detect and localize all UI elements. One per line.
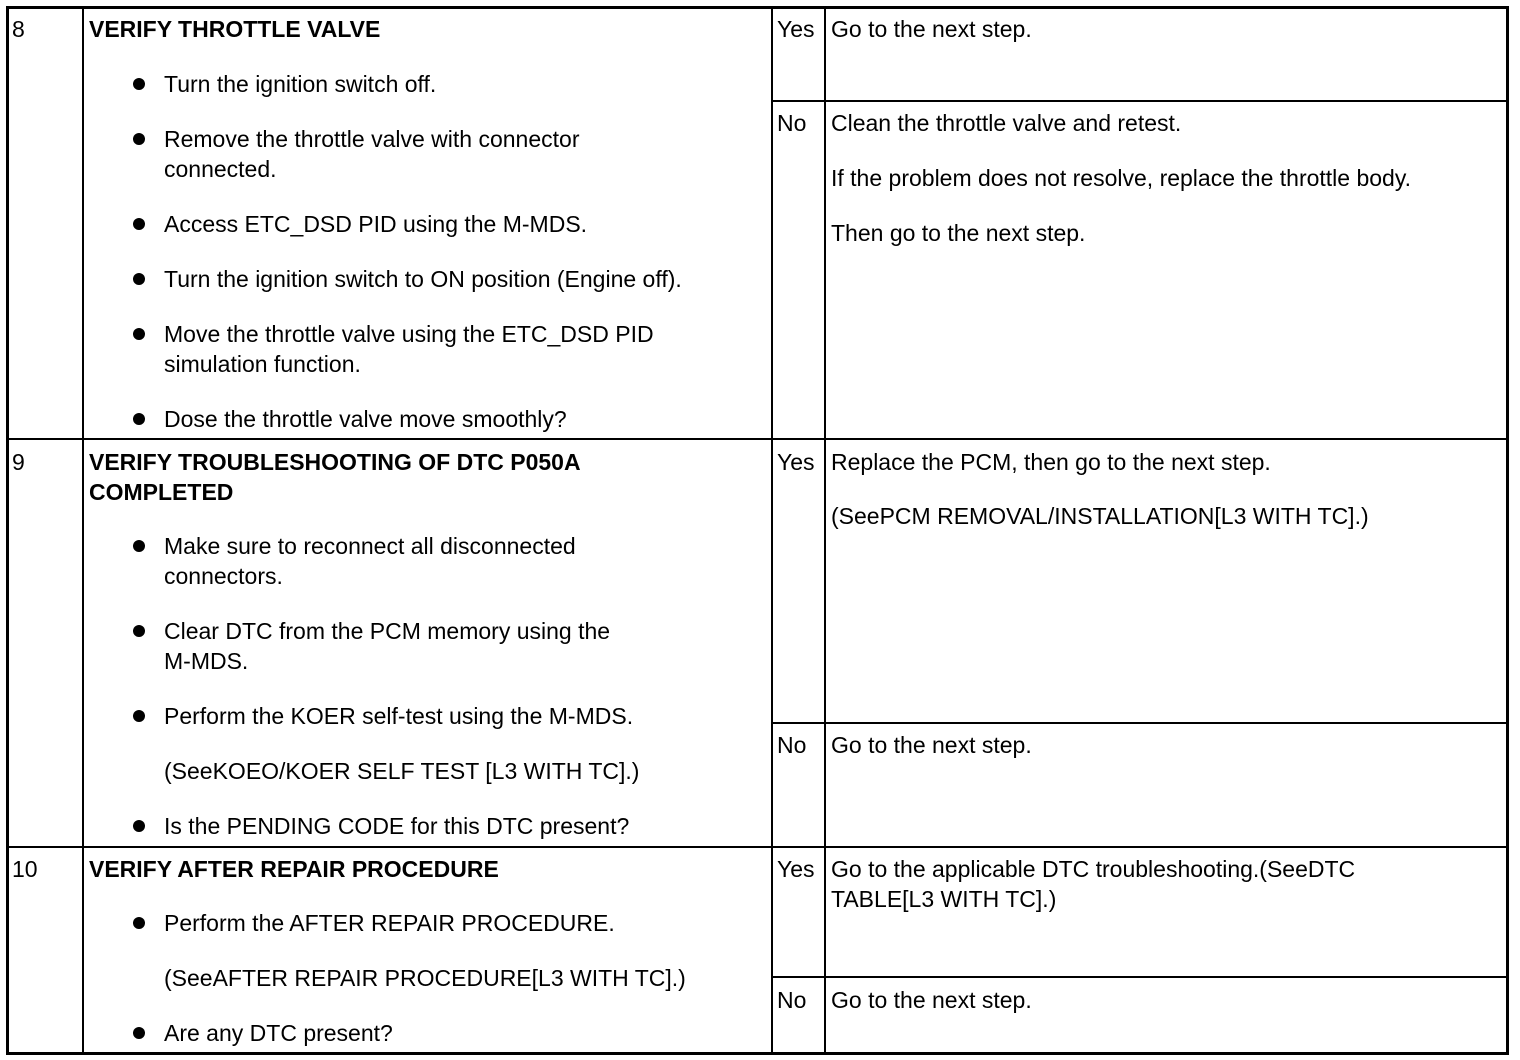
bullet-icon — [133, 540, 145, 552]
column-divider-action — [771, 6, 773, 1054]
yes-result-text: (SeePCM REMOVAL/INSTALLATION[L3 WITH TC].) — [831, 503, 1369, 529]
yes-result-text: TABLE[L3 WITH TC].) — [831, 886, 1057, 912]
yes-no-divider-9 — [771, 722, 1508, 724]
yes-result-text: Go to the applicable DTC troubleshooting.(SeeDTC — [831, 856, 1356, 882]
no-label: No — [777, 987, 807, 1013]
action-text: Is the PENDING CODE for this DTC present? — [164, 813, 630, 839]
step-number: 10 — [12, 856, 38, 882]
bullet-icon — [133, 710, 145, 722]
bullet-icon — [133, 820, 145, 832]
step-number: 9 — [12, 449, 25, 475]
no-label: No — [777, 110, 807, 136]
yes-result-text: Go to the next step. — [831, 16, 1032, 42]
no-result-text: Clean the throttle valve and retest. — [831, 110, 1182, 136]
bullet-icon — [133, 133, 145, 145]
bullet-icon — [133, 328, 145, 340]
yes-result-text: Replace the PCM, then go to the next step. — [831, 449, 1271, 475]
action-text: Turn the ignition switch off. — [164, 71, 437, 97]
step-title: VERIFY THROTTLE VALVE — [89, 16, 381, 42]
no-result-text: If the problem does not resolve, replace the throttle body. — [831, 165, 1412, 191]
action-text: Access ETC_DSD PID using the M-MDS. — [164, 211, 588, 237]
no-result-text: Then go to the next step. — [831, 220, 1086, 246]
action-text: Make sure to reconnect all disconnected — [164, 533, 576, 559]
bullet-icon — [133, 1027, 145, 1039]
no-result-text: Go to the next step. — [831, 732, 1032, 758]
action-text: Turn the ignition switch to ON position (Engine off). — [164, 266, 682, 292]
bullet-icon — [133, 218, 145, 230]
bullet-icon — [133, 78, 145, 90]
no-label: No — [777, 732, 807, 758]
action-text-cont: M-MDS. — [164, 648, 249, 674]
action-text: Move the throttle valve using the ETC_DSD PID — [164, 321, 654, 347]
row-divider-9-10 — [6, 846, 1508, 848]
yes-label: Yes — [777, 16, 815, 42]
action-text: Remove the throttle valve with connector — [164, 126, 580, 152]
step-title-cont: COMPLETED — [89, 479, 234, 505]
bullet-icon — [133, 413, 145, 425]
step-number: 8 — [12, 16, 25, 42]
column-divider-result — [824, 6, 826, 1054]
action-text-cont: connected. — [164, 156, 277, 182]
no-result-text: Go to the next step. — [831, 987, 1032, 1013]
troubleshooting-table — [6, 6, 1508, 1054]
action-text-cont: connectors. — [164, 563, 283, 589]
action-text: Perform the AFTER REPAIR PROCEDURE. — [164, 910, 615, 936]
yes-no-divider-10 — [771, 976, 1508, 978]
action-text: Dose the throttle valve move smoothly? — [164, 406, 567, 432]
row-divider-8-9 — [6, 438, 1508, 440]
column-divider-number — [82, 6, 84, 1054]
step-title: VERIFY AFTER REPAIR PROCEDURE — [89, 856, 499, 882]
bullet-icon — [133, 917, 145, 929]
action-text: Are any DTC present? — [164, 1020, 393, 1046]
step-title: VERIFY TROUBLESHOOTING OF DTC P050A — [89, 449, 581, 475]
reference-text: (SeeKOEO/KOER SELF TEST [L3 WITH TC].) — [164, 758, 640, 784]
bullet-icon — [133, 625, 145, 637]
action-text: Clear DTC from the PCM memory using the — [164, 618, 611, 644]
bullet-icon — [133, 273, 145, 285]
reference-text: (SeeAFTER REPAIR PROCEDURE[L3 WITH TC].) — [164, 965, 686, 991]
yes-no-divider-8 — [771, 100, 1508, 102]
yes-label: Yes — [777, 449, 815, 475]
action-text-cont: simulation function. — [164, 351, 361, 377]
action-text: Perform the KOER self-test using the M-MDS. — [164, 703, 634, 729]
yes-label: Yes — [777, 856, 815, 882]
